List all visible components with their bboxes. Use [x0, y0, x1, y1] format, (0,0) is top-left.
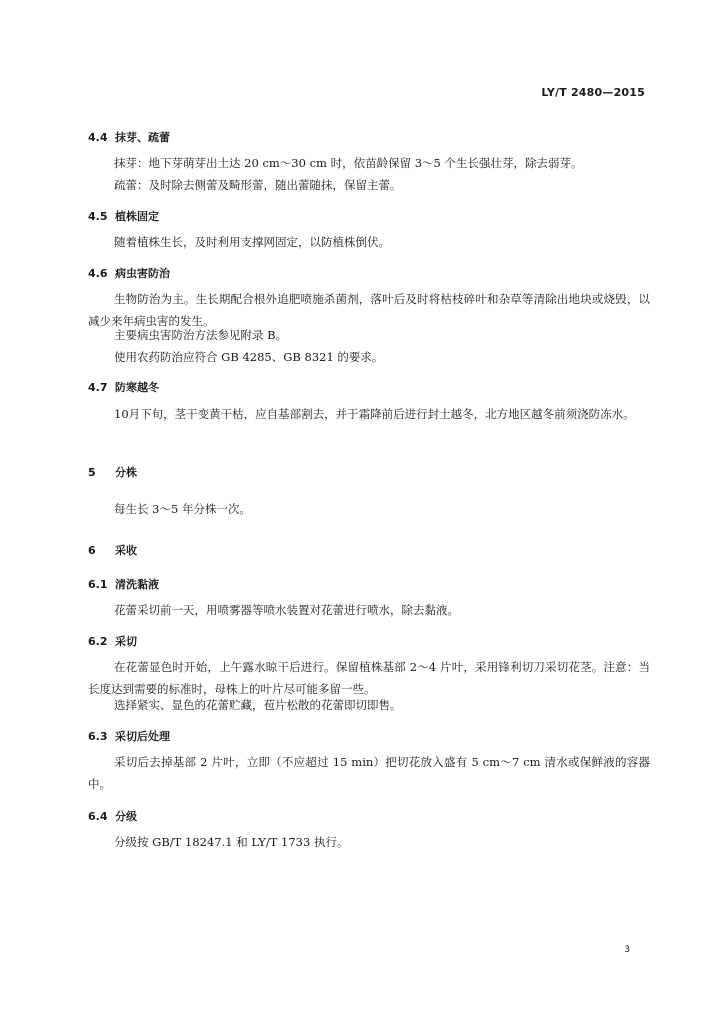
section-number: 6.1 [88, 578, 108, 591]
section-heading-4-7 [88, 379, 650, 395]
section-heading-4-6 [88, 265, 650, 281]
standard-code: LY/T 2480—2015 [541, 86, 645, 99]
section-title: 清洗黏液 [115, 578, 159, 591]
paragraph: 分级按 GB/T 18247.1 和 LY/T 1733 执行。 [114, 835, 349, 849]
page-number: 3 [624, 945, 630, 955]
section-title: 采切 [115, 635, 137, 648]
paragraph: 花蕾采切前一天，用喷雾器等喷水装置对花蕾进行喷水，除去黏液。 [114, 603, 459, 617]
section-title: 防寒越冬 [115, 381, 159, 394]
paragraph: 采切后去掉基部 2 片叶，立即（不应超过 15 min）把切花放入盛有 5 cm～7 cm 清水或保鲜液的容器中。 [88, 755, 650, 791]
paragraph: 主要病虫害防治方法参见附录 B。 [114, 328, 288, 342]
section-heading-6-1 [88, 576, 650, 592]
section-number: 5 [88, 466, 96, 479]
section-heading-6-3 [88, 728, 650, 744]
section-number: 4.7 [88, 381, 108, 394]
section-number: 4.5 [88, 210, 108, 223]
section-title: 抹芽、疏蕾 [115, 131, 170, 144]
paragraph: 每生长 3～5 年分株一次。 [114, 502, 251, 516]
section-title: 采收 [115, 544, 137, 557]
paragraph: 生物防治为主。生长期配合根外追肥喷施杀菌剂，落叶后及时将枯枝碎叶和杂草等清除出地块或烧毁，以减少来年病虫害的发生。 [88, 292, 650, 328]
paragraph: 疏蕾：及时除去侧蕾及畸形蕾，随出蕾随抹，保留主蕾。 [114, 178, 402, 192]
paragraph: 抹芽：地下芽萌芽出土达 20 cm～30 cm 时，依苗龄保留 3～5 个生长强壮芽，除去弱芽。 [114, 156, 583, 170]
section-heading-6-2 [88, 633, 650, 649]
section-heading-4-5 [88, 208, 650, 224]
section-heading-4-4 [88, 129, 650, 145]
section-number: 6 [88, 544, 96, 557]
section-number: 6.3 [88, 730, 108, 743]
section-title: 分株 [115, 466, 137, 479]
section-heading-6-4 [88, 808, 650, 824]
paragraph: 10月下旬，茎干变黄干枯，应自基部割去，并于霜降前后进行封土越冬，北方地区越冬前须浇防冻水。 [114, 407, 635, 421]
section-heading-6 [88, 542, 650, 558]
paragraph: 在花蕾显色时开始，上午露水晾干后进行。保留植株基部 2～4 片叶，采用锋利切刀采切花茎。注意：当长度达到需要的标准时，母株上的叶片尽可能多留一些。 [88, 660, 650, 696]
section-number: 4.6 [88, 267, 108, 280]
section-title: 采切后处理 [115, 730, 170, 743]
section-number: 6.4 [88, 810, 108, 823]
paragraph: 选择紧实、显色的花蕾贮藏，苞片松散的花蕾即切即售。 [114, 698, 402, 712]
section-title: 植株固定 [115, 210, 159, 223]
section-heading-5 [88, 464, 650, 480]
paragraph: 随着植株生长，及时利用支撑网固定，以防植株倒伏。 [114, 235, 390, 249]
section-title: 病虫害防治 [115, 267, 170, 280]
section-title: 分级 [115, 810, 137, 823]
paragraph: 使用农药防治应符合 GB 4285、GB 8321 的要求。 [114, 350, 384, 364]
section-number: 6.2 [88, 635, 108, 648]
section-number: 4.4 [88, 131, 108, 144]
